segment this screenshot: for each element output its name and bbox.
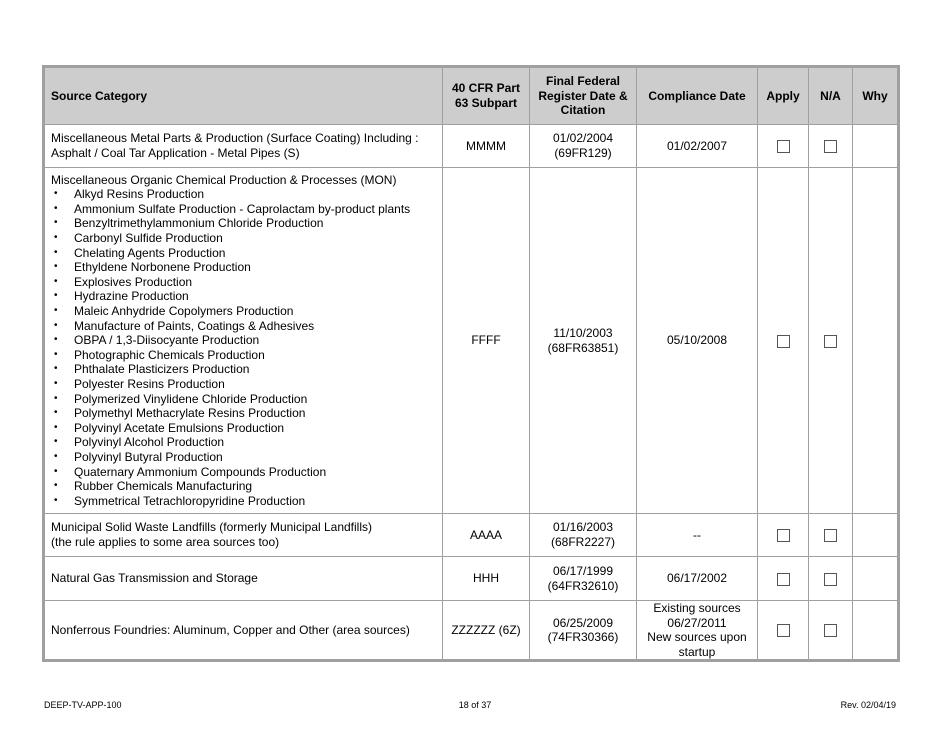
na-checkbox[interactable]	[824, 624, 837, 637]
list-item: • Symmetrical Tetrachloropyridine Production	[74, 494, 436, 509]
compliance-line: startup	[678, 644, 716, 659]
na-checkbox[interactable]	[824, 140, 837, 153]
federal-register-cell	[530, 557, 637, 601]
apply-checkbox[interactable]	[777, 140, 790, 153]
list-item: • Chelating Agents Production	[74, 246, 436, 261]
header-na: N/A	[809, 67, 853, 125]
register-date: 06/25/2009	[552, 615, 614, 630]
source-category-text: Miscellaneous Metal Parts & Production (Surface Coating) Including :	[51, 131, 419, 146]
compliance-line: 06/27/2011	[667, 615, 727, 630]
footer-page-number: 18 of 37	[458, 700, 492, 710]
na-checkbox[interactable]	[824, 335, 837, 348]
apply-checkbox[interactable]	[777, 624, 790, 637]
table-row	[44, 168, 899, 514]
register-citation: (74FR30366)	[547, 630, 619, 645]
header-source-category: Source Category	[44, 67, 443, 125]
source-category-cell	[44, 168, 443, 514]
source-category-cell	[44, 125, 443, 168]
source-category-title: Miscellaneous Organic Chemical Production & Processes (MON)	[51, 172, 397, 187]
table-row	[44, 514, 899, 557]
process-list	[51, 187, 436, 508]
why-cell[interactable]	[853, 168, 899, 514]
header-cfr-part: 40 CFR Part 63 Subpart	[443, 67, 530, 125]
register-date: 11/10/2003	[553, 325, 613, 340]
na-checkbox[interactable]	[824, 573, 837, 586]
list-item: • Ammonium Sulfate Production - Caprolactam by-product plants	[74, 202, 436, 217]
list-item: • Polyvinyl Acetate Emulsions Production	[74, 421, 436, 436]
source-category-cell	[44, 601, 443, 661]
list-item: • Ethyldene Norbonene Production	[74, 260, 436, 275]
list-item: • Benzyltrimethylammonium Chloride Production	[74, 216, 436, 231]
register-citation: (68FR63851)	[547, 340, 619, 355]
list-item: • Polyester Resins Production	[74, 377, 436, 392]
federal-register-cell	[530, 168, 637, 514]
why-cell[interactable]	[853, 125, 899, 168]
header-apply: Apply	[758, 67, 809, 125]
list-item: • Alkyd Resins Production	[74, 187, 436, 202]
compliance-date-cell	[637, 601, 758, 661]
list-item: • Maleic Anhydride Copolymers Production	[74, 304, 436, 319]
apply-cell	[758, 125, 809, 168]
list-item: • Phthalate Plasticizers Production	[74, 362, 436, 377]
apply-checkbox[interactable]	[777, 573, 790, 586]
table-row	[44, 125, 899, 168]
register-date: 06/17/1999	[552, 563, 614, 578]
why-cell[interactable]	[853, 514, 899, 557]
list-item: • OBPA / 1,3-Diisocyante Production	[74, 333, 436, 348]
list-item: • Explosives Production	[74, 275, 436, 290]
compliance-date-cell: 01/02/2007	[637, 125, 758, 168]
subpart-cell: FFFF	[443, 168, 530, 514]
compliance-line: New sources upon	[647, 630, 747, 645]
apply-checkbox[interactable]	[777, 529, 790, 542]
footer-form-id: DEEP-TV-APP-100	[44, 700, 122, 710]
table-row	[44, 557, 899, 601]
compliance-line: Existing sources	[653, 601, 741, 615]
list-item: • Manufacture of Paints, Coatings & Adhesives	[74, 319, 436, 334]
source-category-text: (the rule applies to some area sources too)	[51, 535, 280, 549]
apply-cell	[758, 557, 809, 601]
compliance-date-cell: 06/17/2002	[637, 557, 758, 601]
source-category-cell	[44, 557, 443, 601]
source-category-cell	[44, 514, 443, 557]
federal-register-cell	[530, 125, 637, 168]
apply-cell	[758, 514, 809, 557]
apply-cell	[758, 601, 809, 661]
na-cell	[809, 125, 853, 168]
subpart-cell: HHH	[443, 557, 530, 601]
list-item: • Polyvinyl Alcohol Production	[74, 435, 436, 450]
header-federal-register: Final Federal Register Date & Citation	[530, 67, 637, 125]
register-citation: (69FR129)	[554, 146, 612, 160]
register-date: 01/02/2004	[552, 131, 614, 146]
federal-register-cell	[530, 601, 637, 661]
na-checkbox[interactable]	[824, 529, 837, 542]
apply-cell	[758, 168, 809, 514]
footer-revision: Rev. 02/04/19	[840, 700, 896, 710]
list-item: • Quaternary Ammonium Compounds Production	[74, 465, 436, 480]
na-cell	[809, 168, 853, 514]
list-item: • Polymethyl Methacrylate Resins Production	[74, 406, 436, 421]
register-citation: (64FR32610)	[547, 578, 619, 593]
subpart-cell: ZZZZZZ (6Z)	[443, 601, 530, 661]
na-cell	[809, 557, 853, 601]
federal-register-cell	[530, 514, 637, 557]
apply-checkbox[interactable]	[777, 335, 790, 348]
header-compliance-date: Compliance Date	[637, 67, 758, 125]
list-item: • Carbonyl Sulfide Production	[74, 231, 436, 246]
source-category-text: Asphalt / Coal Tar Application - Metal Pipes (S)	[51, 146, 300, 160]
register-citation: (68FR2227)	[550, 535, 616, 549]
list-item: • Rubber Chemicals Manufacturing	[74, 479, 436, 494]
register-date: 01/16/2003	[552, 520, 614, 535]
table-row	[44, 601, 899, 661]
subpart-cell: MMMM	[443, 125, 530, 168]
header-row	[44, 67, 899, 125]
subpart-cell: AAAA	[443, 514, 530, 557]
source-category-text: Nonferrous Foundries: Aluminum, Copper and Other (area sources)	[51, 622, 410, 637]
source-category-text: Municipal Solid Waste Landfills (formerly Municipal Landfills)	[51, 520, 373, 535]
source-category-table	[42, 65, 900, 662]
list-item: • Photographic Chemicals Production	[74, 348, 436, 363]
na-cell	[809, 601, 853, 661]
why-cell[interactable]	[853, 557, 899, 601]
source-category-text: Natural Gas Transmission and Storage	[51, 571, 258, 586]
compliance-date-cell: 05/10/2008	[637, 168, 758, 514]
na-cell	[809, 514, 853, 557]
header-why: Why	[853, 67, 899, 125]
why-cell[interactable]	[853, 601, 899, 661]
compliance-date-cell: --	[637, 514, 758, 557]
list-item: • Hydrazine Production	[74, 289, 436, 304]
list-item: • Polyvinyl Butyral Production	[74, 450, 436, 465]
list-item: • Polymerized Vinylidene Chloride Production	[74, 392, 436, 407]
